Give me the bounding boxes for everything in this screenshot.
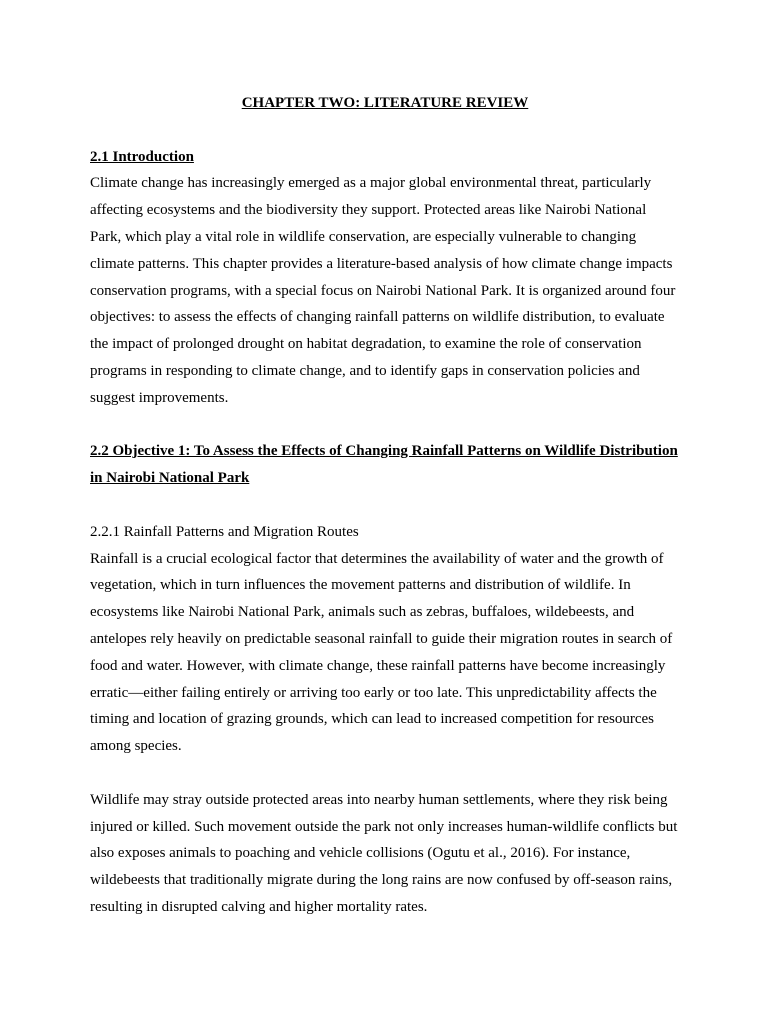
rainfall-paragraph: Rainfall is a crucial ecological factor that determines the availability of water and the growth of vegetation, which in turn influences the movement patterns and distribution of wildlife. In ecosystems like Nairobi National Park, animals such as zebras, buffaloes, wildebeests, and antelopes rely heavily on predictable seasonal rainfall to guide their migration routes in search of food and water. However, with climate change, these rainfall patterns have become increasingly erratic—either failing entirely or arriving too early or too late. This unpredictability affects the timing and location of grazing grounds, which can lead to increased competition for resources among species. (90, 550, 673, 755)
paragraph-spacer (90, 412, 680, 439)
paragraph-spacer (90, 760, 680, 787)
chapter-title: CHAPTER TWO: LITERATURE REVIEW (241, 95, 529, 111)
section-heading-introduction: 2.1 Introduction (90, 148, 194, 165)
paragraph-spacer (90, 492, 680, 519)
wildlife-paragraph: Wildlife may stray outside protected areas into nearby human settlements, where they risk being injured or killed. Such movement outside the park not only increases human-wildlife conflicts but also exposes animals to poaching and vehicle collisions (Ogutu et al., 2016). For instance, wildebeests that traditionally migrate during the long rains are now confused by off-season rains, resulting in disrupted calving and higher mortality rates. (90, 791, 678, 915)
section-heading-objective-1: 2.2 Objective 1: To Assess the Effects of Changing Rainfall Patterns on Wildlife Distribution in Nairobi National Park (90, 443, 678, 487)
subsection-heading-rainfall-migration: 2.2.1 Rainfall Patterns and Migration Routes (90, 523, 359, 540)
introduction-paragraph: Climate change has increasingly emerged as a major global environmental threat, particularly affecting ecosystems and the biodiversity they support. Protected areas like Nairobi National Park, which play a vital role in wildlife conservation, are especially vulnerable to changing climate patterns. This chapter provides a literature-based analysis of how climate change impacts conservation programs, with a special focus on Nairobi National Park. It is organized around four objectives: to assess the effects of changing rainfall patterns on wildlife distribution, to evaluate the impact of prolonged drought on habitat degradation, to examine the role of conservation programs in responding to climate change, and to identify gaps in conservation policies and suggest improvements. (90, 175, 676, 406)
page-content (90, 90, 680, 921)
